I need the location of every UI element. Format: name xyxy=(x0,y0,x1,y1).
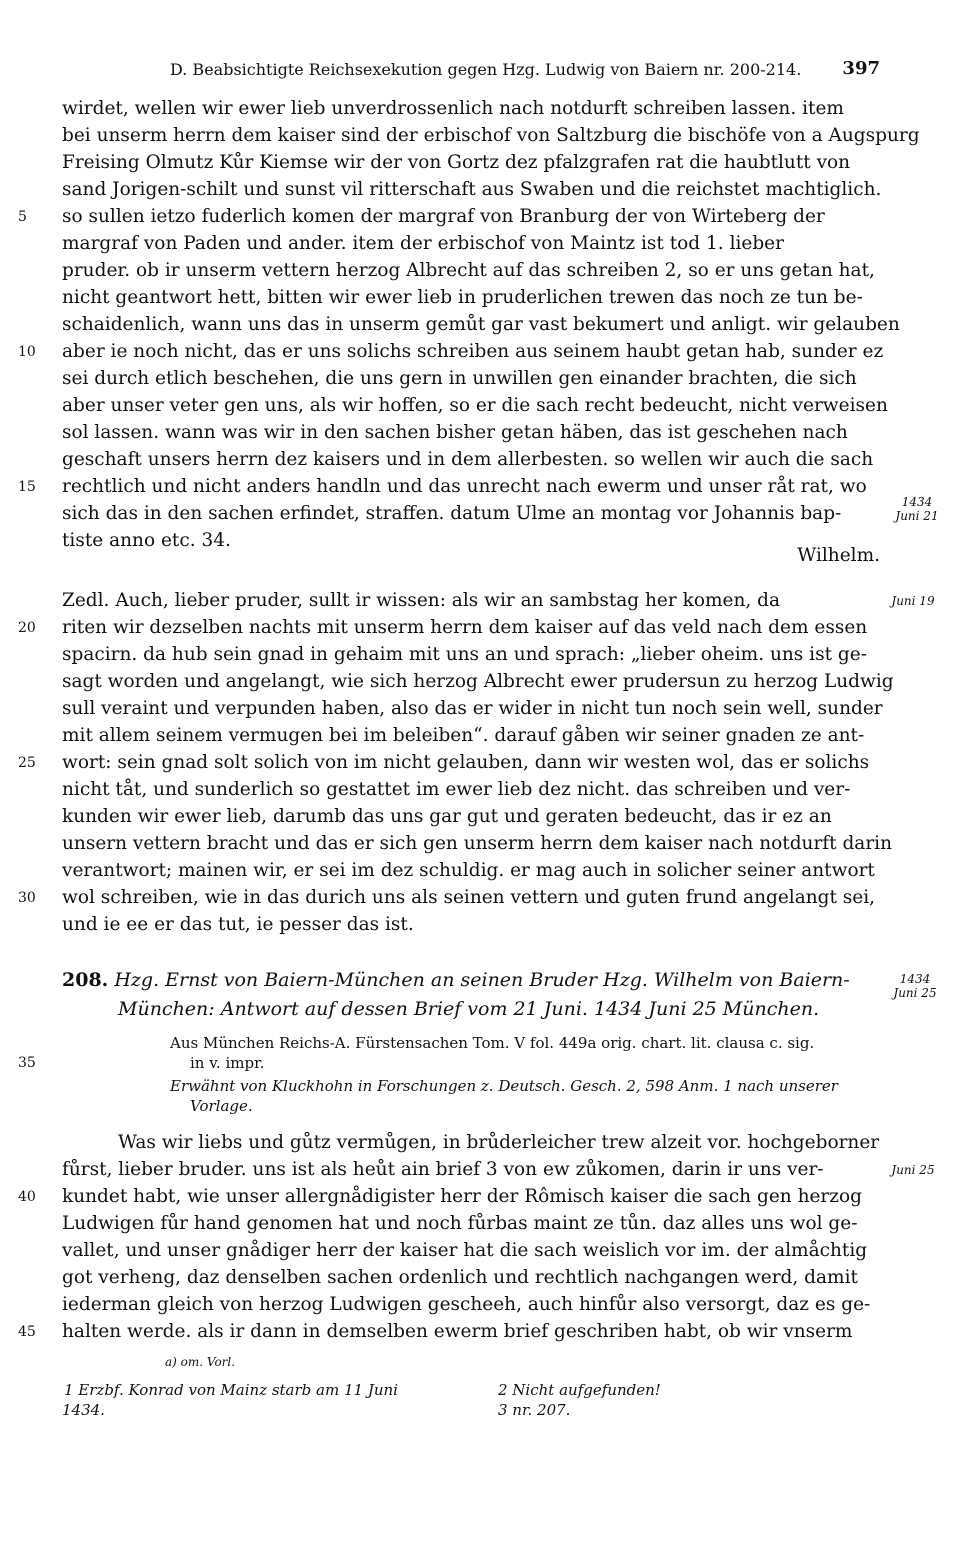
margin-date: Juni 25 xyxy=(891,1163,935,1177)
signature: Wilhelm. xyxy=(797,545,880,566)
section-heading-line: München: Antwort auf dessen Brief vom 21 Juni. 1434 Juni 25 München. xyxy=(118,998,820,1020)
line-number: 25 xyxy=(18,755,36,771)
margin-day: Juni 25 xyxy=(893,986,937,1000)
margin-year: 1434 xyxy=(899,972,931,986)
text-line: wort: sein gnad solt solich von im nicht gelauben, dann wir westen wol, das er solichs xyxy=(62,752,870,773)
text-line: aber ie noch nicht, das er uns solichs schreiben aus seinem haubt getan hab, sunder ez xyxy=(62,341,884,362)
line-number: 20 xyxy=(18,620,36,636)
line-number: 15 xyxy=(18,479,36,495)
text-line: sich das in den sachen erfindet, straffen. datum Ulme an montag vor Johannis bap- xyxy=(62,503,842,524)
footnote: 1434. xyxy=(62,1401,105,1419)
footnote: 2 Nicht aufgefunden! xyxy=(498,1381,661,1399)
text-line: so sullen ietzo fuderlich komen der margraf von Branburg der von Wirteberg der xyxy=(62,206,825,227)
text-line: wol schreiben, wie in das durich uns als seinen vettern und guten frund angelangt sei, xyxy=(62,887,876,908)
text-line: kundet habt, wie unser allergnådigister herr der Rômisch kaiser die sach gen herzog xyxy=(62,1186,862,1207)
text-line: halten werde. als ir dann in demselben ewerm brief geschriben habt, ob wir vnserm xyxy=(62,1321,853,1342)
text-line: wirdet, wellen wir ewer lieb unverdrossenlich nach notdurft schreiben lassen. item xyxy=(62,98,844,119)
running-title: D. Beabsichtigte Reichsexekution gegen Hzg. Ludwig von Baiern nr. 200-214. xyxy=(170,60,802,79)
text-line: aber unser veter gen uns, als wir hoffen, so er die sach recht bedeucht, nicht verweisen xyxy=(62,395,888,416)
source-note: Vorlage. xyxy=(190,1097,253,1115)
text-line: fůrst, lieber bruder. uns ist als heůt ain brief 3 von ew zůkomen, darin ir uns ver- xyxy=(62,1159,824,1180)
text-line: kunden wir ewer lieb, darumb das uns gar gut und geraten bedeucht, das ir ez an xyxy=(62,806,832,827)
source-note: Erwähnt von Kluckhohn in Forschungen z. Deutsch. Gesch. 2, 598 Anm. 1 nach unserer xyxy=(170,1077,838,1095)
text-line: verantwort; mainen wir, er sei im dez schuldig. er mag auch in solicher seiner antwort xyxy=(62,860,875,881)
text-line: und ie ee er das tut, ie pesser das ist. xyxy=(62,914,414,935)
margin-date: Juni 19 xyxy=(891,594,935,608)
text-line: Was wir liebs und gůtz vermůgen, in brůderleicher trew alzeit vor. hochgeborner xyxy=(118,1132,880,1153)
line-number: 45 xyxy=(18,1324,36,1340)
margin-date xyxy=(882,972,948,1000)
text-line: bei unserm herrn dem kaiser sind der erbischof von Saltzburg die bischöfe von a Augspurg xyxy=(62,125,920,146)
margin-date xyxy=(884,495,950,523)
text-line: margraf von Paden und ander. item der erbischof von Maintz ist tod 1. lieber xyxy=(62,233,784,254)
text-line: mit allem seinem vermugen bei im beleiben“. darauf gåben wir seiner gnaden ze ant- xyxy=(62,725,865,746)
line-number: 35 xyxy=(18,1055,36,1071)
text-line: riten wir dezselben nachts mit unserm herrn dem kaiser auf das veld nach dem essen xyxy=(62,617,868,638)
footnote: 1 Erzbf. Konrad von Mainz starb am 11 Juni xyxy=(64,1381,398,1399)
text-line: rechtlich und nicht anders handln und das unrecht nach ewerm und unser råt rat, wo xyxy=(62,476,867,497)
text-line: Ludwigen fůr hand genomen hat und noch fůrbas maint ze tůn. daz alles uns wol ge- xyxy=(62,1213,858,1234)
text-line: schaidenlich, wann uns das in unserm gemůt gar vast bekumert und anligt. wir gelauben xyxy=(62,314,900,335)
source-note: Aus München Reichs-A. Fürstensachen Tom. V fol. 449a orig. chart. lit. clausa c. sig. xyxy=(170,1034,815,1052)
text-line: pruder. ob ir unserm vettern herzog Albrecht auf das schreiben 2, so er uns getan hat, xyxy=(62,260,875,281)
section-heading-line: Hzg. Ernst von Baiern-München an seinen Bruder Hzg. Wilhelm von Baiern- xyxy=(114,969,850,991)
running-header xyxy=(170,60,880,79)
text-line: spacirn. da hub sein gnad in gehaim mit uns an und sprach: „lieber oheim. uns ist ge- xyxy=(62,644,867,665)
text-line: got verheng, daz denselben sachen ordenlich und rechtlich nachgangen werd, damit xyxy=(62,1267,858,1288)
variant-note: a) om. Vorl. xyxy=(165,1355,236,1369)
text-line: iederman gleich von herzog Ludwigen gescheeh, auch hinfůr also versorgt, daz es ge- xyxy=(62,1294,871,1315)
text-line: nicht tåt, und sunderlich so gestattet im ewer lieb dez nicht. das schreiben und ver- xyxy=(62,779,851,800)
footnote: 3 nr. 207. xyxy=(498,1401,571,1419)
text-line: sol lassen. wann was wir in den sachen bisher getan häben, das ist geschehen nach xyxy=(62,422,848,443)
text-line: vallet, und unser gnådiger herr der kaiser hat die sach weislich vor im. der almåchtig xyxy=(62,1240,868,1261)
text-line: sull veraint und verpunden haben, also das er wider in nicht tun noch sein well, sunder xyxy=(62,698,883,719)
section-number: 208. xyxy=(62,969,109,991)
text-line: Freising Olmutz Kůr Kiemse wir der von Gortz dez pfalzgrafen rat die haubtlutt von xyxy=(62,152,851,173)
line-number: 40 xyxy=(18,1189,36,1205)
text-line: sei durch etlich beschehen, die uns gern in unwillen gen einander brachten, die sich xyxy=(62,368,857,389)
margin-year: 1434 xyxy=(901,495,933,509)
text-line: sagt worden und angelangt, wie sich herzog Albrecht ewer prudersun zu herzog Ludwig xyxy=(62,671,894,692)
text-line: Zedl. Auch, lieber pruder, sullt ir wissen: als wir an sambstag her komen, da xyxy=(62,590,780,611)
text-line: unsern vettern bracht und das er sich gen unserm herrn dem kaiser nach notdurft darin xyxy=(62,833,893,854)
text-line: nicht geantwort hett, bitten wir ewer lieb in pruderlichen trewen das noch ze tun be- xyxy=(62,287,863,308)
source-note: in v. impr. xyxy=(190,1054,265,1072)
text-line: geschaft unsers herrn dez kaisers und in dem allerbesten. so wellen wir auch die sach xyxy=(62,449,874,470)
text-line: tiste anno etc. 34. xyxy=(62,530,231,551)
section-heading xyxy=(62,966,880,994)
margin-day: Juni 21 xyxy=(895,509,939,523)
page-number: 397 xyxy=(842,58,880,79)
line-number: 5 xyxy=(18,209,27,225)
line-number: 10 xyxy=(18,344,36,360)
text-line: sand Jorigen-schilt und sunst vil ritterschaft aus Swaben und die reichstet machtiglich. xyxy=(62,179,882,200)
line-number: 30 xyxy=(18,890,36,906)
